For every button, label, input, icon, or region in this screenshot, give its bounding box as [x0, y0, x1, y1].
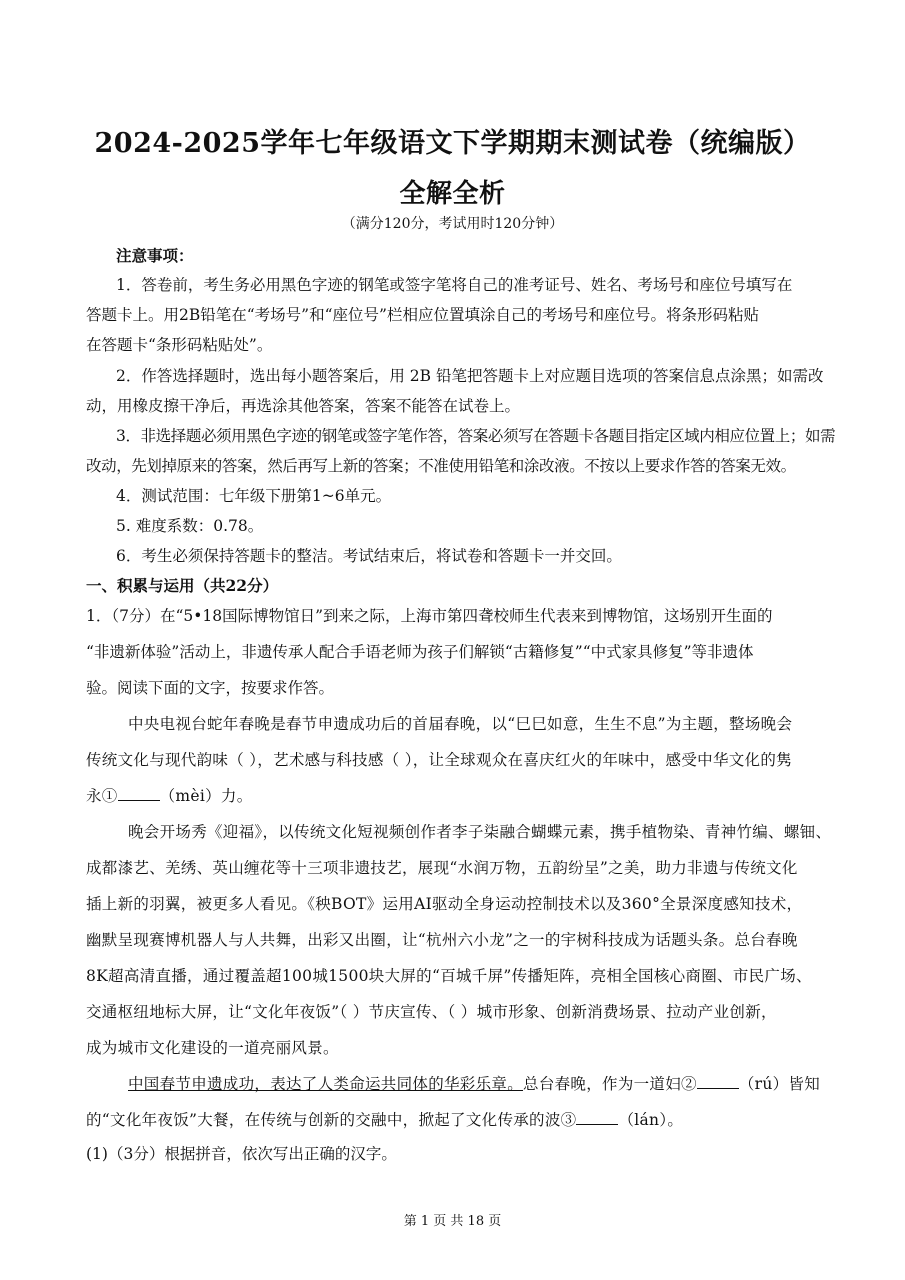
- passage-line: 幽默呈现赛博机器人与人共舞，出彩又出圈，让“杭州六小龙”之一的宇树科技成为话题头条。总台春晚: [86, 931, 798, 949]
- passage-text: 永①: [86, 787, 118, 805]
- question-line: 验。阅读下面的文字，按要求作答。: [86, 679, 335, 697]
- notice-line: 动，用橡皮擦干净后，再选涂其他答案，答案不能答在试卷上。: [86, 397, 521, 415]
- pinyin-hint: （lán）。: [618, 1111, 684, 1129]
- passage-line: [86, 1108, 826, 1130]
- passage-line: 成为城市文化建设的一道亮丽风景。: [86, 1039, 339, 1057]
- passage-line: 插上新的羽翼，被更多人看见。《秧BOT》运用AI驱动全身运动控制技术以及360°全景深度感知技术，: [86, 895, 803, 913]
- page-footer: 第 1 页 共 18 页: [403, 1214, 502, 1229]
- passage-line: 传统文化与现代韵味（ ），艺术感与科技感（ ），让全球观众在喜庆红火的年味中，感受中华文化的隽: [86, 751, 792, 769]
- notice-line: 5. 难度系数：0.78。: [116, 517, 264, 535]
- passage-line: 交通枢纽地标大屏，让“文化年夜饭”（ ）节庆宣传、（ ）城市形象、创新消费场景、拉动产业创新，: [86, 1003, 777, 1021]
- notice-line: 3．非选择题必须用黑色字迹的钢笔或签字笔作答，答案必须写在答题卡各题目指定区域内相应位置上；如需: [116, 427, 836, 445]
- passage-text: 总台春晚，作为一道妇②: [523, 1075, 697, 1093]
- sub-question: (1)（3分）根据拼音，依次写出正确的汉字。: [86, 1145, 397, 1163]
- pinyin-hint: （mèi）力。: [159, 787, 253, 805]
- notice-line: 2．作答选择题时，选出每小题答案后，用 2B 铅笔把答题卡上对应题目选项的答案信息点涂黑；如需改: [116, 367, 824, 385]
- notice-line: 答题卡上。用2B铅笔在“考场号”和“座位号”栏相应位置填涂自己的考场号和座位号。将条形码粘贴: [86, 306, 759, 324]
- notice-line: 6．考生必须保持答题卡的整洁。考试结束后，将试卷和答题卡一并交回。: [116, 547, 622, 565]
- score-info: （满分120分，考试用时120分钟）: [341, 216, 564, 232]
- exam-subtitle: 全解全析: [399, 179, 506, 209]
- question-line: “非遗新体验”活动上，非遗传承人配合手语老师为孩子们解锁“古籍修复”“中式家具修复”等非遗体: [86, 643, 754, 661]
- notice-line: 在答题卡“条形码粘贴处”。: [86, 336, 273, 354]
- underlined-sentence: 中国春节申遗成功，表达了人类命运共同体的华彩乐章。: [128, 1075, 524, 1093]
- question-line: 1．（7分）在“5•18国际博物馆日”到来之际，上海市第四聋校师生代表来到博物馆，这场别开生面的: [86, 607, 773, 625]
- section-heading: 一、积累与运用（共22分）: [86, 576, 279, 595]
- notice-line: 1．答卷前，考生务必用黑色字迹的钢笔或签字笔将自己的准考证号、姓名、考场号和座位号填写在: [116, 276, 793, 294]
- blank-1[interactable]: [118, 786, 160, 801]
- notice-line: 改动，先划掉原来的答案，然后再写上新的答案；不准使用铅笔和涂改液。不按以上要求作答的答案无效。: [86, 457, 796, 475]
- notice-line: 4．测试范围：七年级下册第1~6单元。: [116, 487, 392, 505]
- blank-3[interactable]: [576, 1110, 618, 1125]
- notice-heading: 注意事项：: [116, 246, 194, 265]
- passage-line: 中央电视台蛇年春晚是春节申遗成功后的首届春晚，以“巳巳如意，生生不息”为主题，整场晚会: [128, 715, 793, 733]
- exam-title: 2024-2025学年七年级语文下学期期末测试卷（统编版）: [94, 128, 811, 159]
- passage-line: 8K超高清直播，通过覆盖超100城1500块大屏的“百城千屏”传播矩阵，亮相全国核心商圈、市民广场、: [86, 967, 812, 985]
- passage-line: 成都漆艺、羌绣、英山缠花等十三项非遗技艺，展现“水润万物，五韵纷呈”之美，助力非遗与传统文化: [86, 859, 798, 877]
- pinyin-hint: （rú）皆知: [738, 1075, 821, 1093]
- passage-line: [86, 784, 826, 806]
- blank-2[interactable]: [697, 1074, 739, 1089]
- passage-text: 的“文化年夜饭”大餐，在传统与创新的交融中，掀起了文化传承的波③: [86, 1111, 577, 1129]
- passage-line: 晚会开场秀《迎福》，以传统文化短视频创作者李子柒融合蝴蝶元素，携手植物染、青神竹编、螺钿、: [128, 823, 832, 841]
- passage-line: [128, 1072, 868, 1094]
